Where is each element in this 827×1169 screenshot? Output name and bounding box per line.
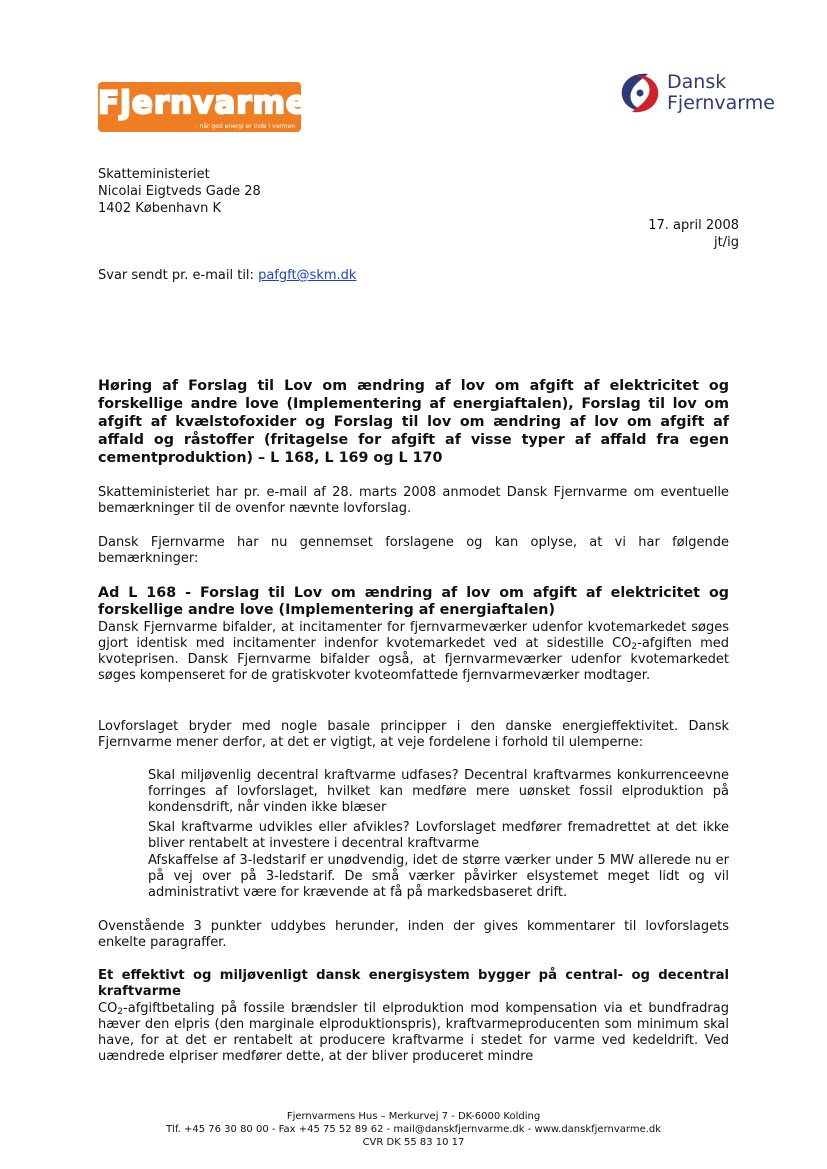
intro-paragraph-1: Skatteministeriet har pr. e-mail af 28. marts 2008 anmodet Dansk Fjernvarme om eventuelle bemærkninger til de ovenfor nævnte lovforslag.	[98, 485, 729, 516]
dansk-fjernvarme-logo	[618, 68, 778, 120]
intro-paragraph-2: Dansk Fjernvarme har nu gennemset forslagene og kan oplyse, at vi har følgende bemærkninger:	[98, 535, 729, 566]
recipient-address	[98, 166, 261, 217]
reply-email-link[interactable]: pafgft@skm.dk	[258, 268, 357, 283]
recipient-line2: Nicolai Eigtveds Gade 28	[98, 184, 261, 199]
fjernvarme-logo	[98, 82, 308, 132]
list-item: Afskaffelse af 3-ledstarif er unødvendig, idet de større værker under 5 MW allerede nu er på vej over på 3-ledstarif. De små værker påvirker elsystemet meget lidt og vil administrativt være for krævende at få på markedsbaseret drift.	[148, 853, 729, 900]
section-energisystem-paragraph-1	[98, 1001, 729, 1065]
list-item: Skal miljøvenlig decentral kraftvarme udfases? Decentral kraftvarmes konkurrenceevne forringes af lovforslaget, hvilket kan medføre mere uønsket fossil elproduktion på kondensdrift, når vinden ikke blæser	[148, 768, 729, 815]
section-l168-paragraph-2: Lovforslaget bryder med nogle basale principper i den danske energieffektivitet. Dansk Fjernvarme mener derfor, at det er vigtigt, at veje fordelene i forhold til ulemperne:	[98, 719, 729, 750]
letter-date: 17. april 2008	[648, 218, 739, 233]
recipient-line3: 1402 København K	[98, 201, 221, 216]
footer-address: Fjernvarmens Hus – Merkurvej 7 - DK-6000 Kolding	[286, 1111, 541, 1122]
date-block	[648, 217, 739, 251]
footer	[0, 1110, 827, 1149]
subscript-2: 2	[117, 1007, 124, 1017]
dansk-fjernvarme-name	[667, 72, 775, 114]
letter-title: Høring af Forslag til Lov om ændring af lov om afgift af elektricitet og forskellige andre love (Implementering af energiaftalen), Forslag til lov om afgift af kvælstofoxider og Forslag til lov om ændring af lov om afgift af affald og råstoffer (fritagelse for afgift af visse typer af affald fra egen cementproduktion) – L 168, L 169 og L 170	[98, 378, 729, 466]
footer-contact: Tlf. +45 76 30 80 00 - Fax +45 75 52 89 62 - mail@danskfjernvarme.dk - www.danskfjernvarme.dk	[165, 1124, 662, 1135]
logo-name-line2: Fjernvarme	[667, 92, 775, 114]
subscript-2: 2	[631, 642, 638, 652]
section-l168-paragraph-1	[98, 620, 729, 684]
para-text-b: -afgiften med kvoteprisen. Dansk Fjernvarme bifalder også, at fjernvarmeværker udenfor kvotemarkedet søges kompenseret for de gratiskvoter kvoteomfattede fjernvarmeværker modtager.	[98, 636, 730, 683]
para-text-b: -afgiftbetaling på fossile brændsler til elproduktion mod kompensation via et bundfradrag hæver den elpris (den marginale elproduktionspris), kraftvarmeproducenten som minimum skal have, for at det er rentabelt at producere kraftvarme i stedet for varme ved kedeldrift. Ved uændrede elpriser medfører dette, at der bliver produceret mindre	[98, 1001, 729, 1064]
reply-text: Svar sendt pr. e-mail til:	[98, 268, 259, 283]
section-l168-paragraph-3: Ovenstående 3 punkter uddybes herunder, inden der gives kommentarer til lovforslagets enkelte paragraffer.	[98, 919, 729, 950]
letter-reference: jt/ig	[714, 235, 739, 250]
footer-cvr: CVR DK 55 83 10 17	[362, 1137, 465, 1148]
section-energisystem-heading: Et effektivt og miljøvenligt dansk energisystem bygger på central- og decentral kraftvarme	[98, 968, 729, 999]
fjernvarme-tagline: - når god energi er inde i varmen	[195, 123, 295, 130]
fjernvarme-wordmark: Fjernvarme	[98, 85, 308, 121]
recipient-line1: Skatteministeriet	[98, 167, 210, 182]
para-text-a: CO	[98, 1001, 118, 1016]
swirl-icon	[618, 70, 662, 116]
section-l168-heading: Ad L 168 - Forslag til Lov om ændring af lov om afgift af elektricitet og forskellige andre love (Implementering af energiaftalen)	[98, 585, 729, 618]
para-text-a: Dansk Fjernvarme bifalder, at incitamenter for fjernvarmeværker udenfor kvotemarkedet søges gjort identisk med incitamenter indenfor kvotemarkedet ved at sidestille CO	[98, 620, 729, 651]
logo-name-line1: Dansk	[667, 71, 727, 93]
list-item: Skal kraftvarme udvikles eller afvikles? Lovforslaget medfører fremadrettet at det ikke bliver rentabelt at investere i decentral kraftvarme	[148, 820, 729, 851]
reply-line	[98, 267, 356, 284]
